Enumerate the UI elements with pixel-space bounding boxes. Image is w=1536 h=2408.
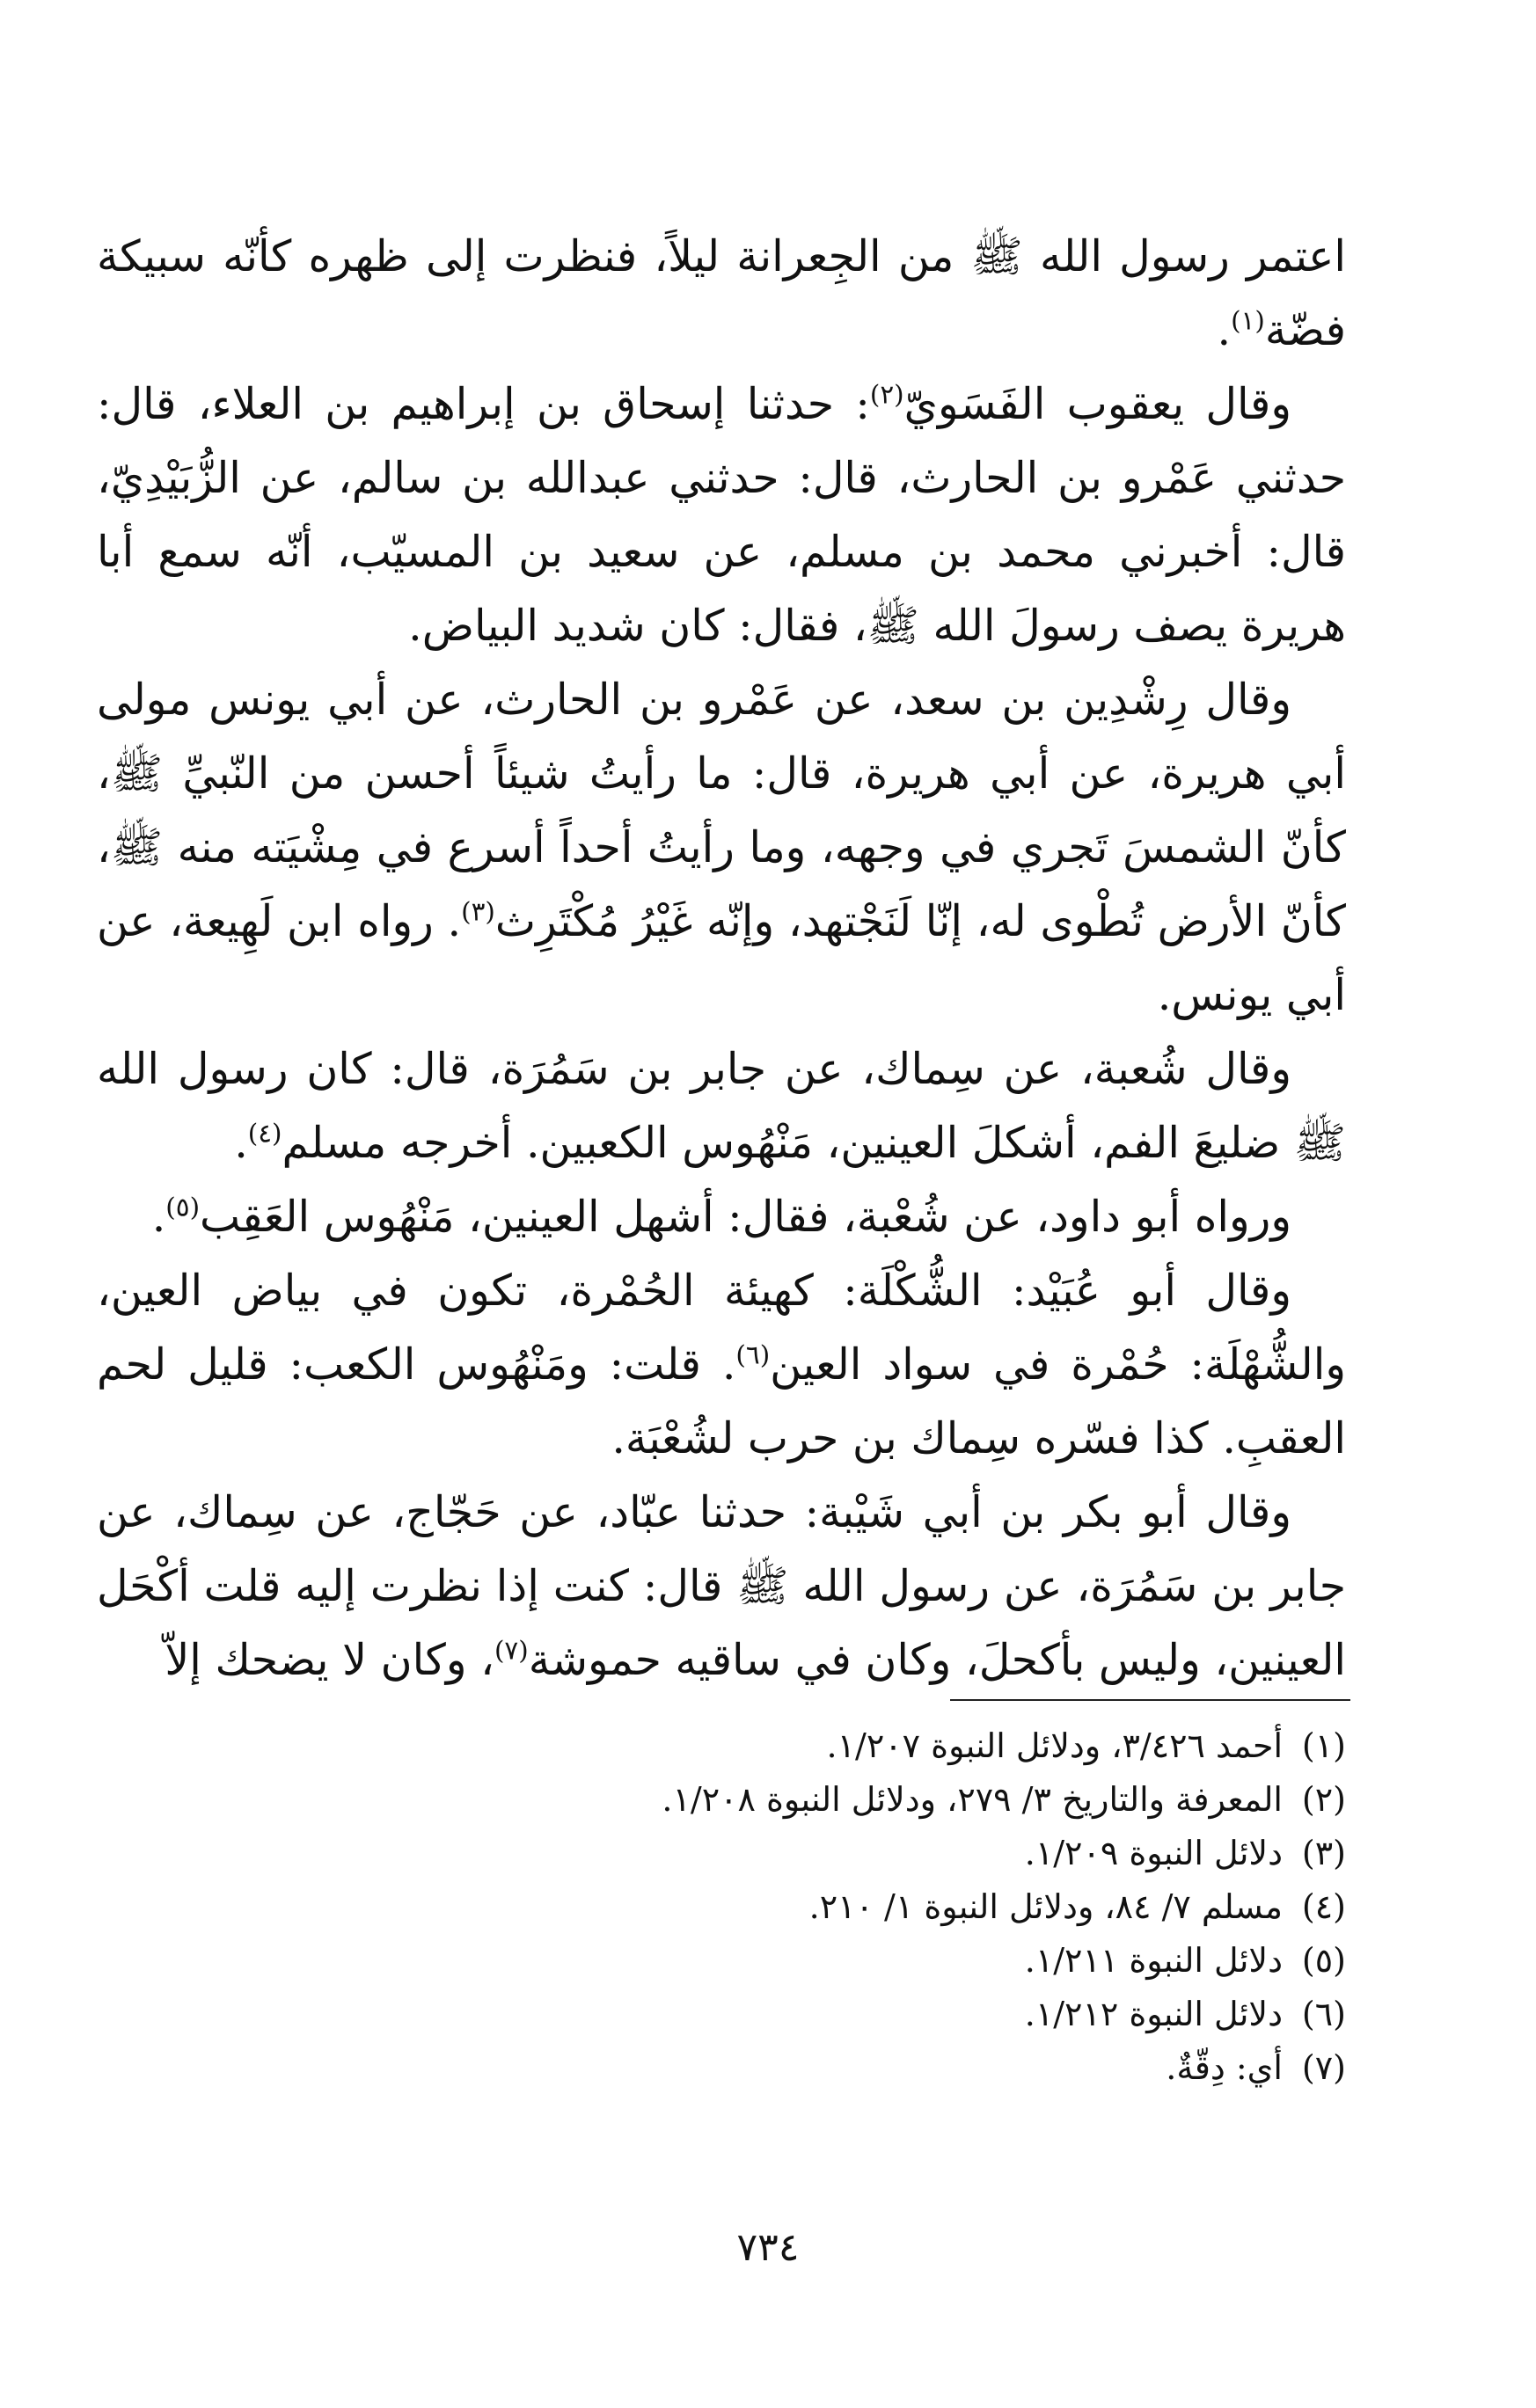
footnote-ref: (٢) [869,379,904,410]
footnote-7 [97,2041,1346,2095]
footnote-3 [97,1827,1346,1880]
footnote-5 [97,1934,1346,1988]
paragraph-text: وقال يعقوب الفَسَويّ [903,379,1292,429]
paragraph-tail: . قلت: ومَنْهُوس الكعب: قليل لحم العقبِ. كذا فسّره سِماك بن حرب لشُعْبَة. [97,1339,1346,1463]
footnote-number: (٧) [1301,2048,1346,2087]
paragraph-tail: . [1217,305,1232,355]
footnote-text: أي: دِقّةٌ. [1166,2048,1283,2087]
footnotes-list [97,1719,1346,2095]
footnote-number: (٦) [1301,1995,1346,2033]
footnote-ref: (١) [1231,305,1265,336]
page-number: ٧٣٤ [736,2225,800,2270]
footnote-text: دلائل النبوة ١/٢٠٩. [1024,1834,1283,1872]
footnote-ref: (٦) [735,1339,771,1370]
footnote-number: (٣) [1301,1834,1346,1872]
paragraph-tail: : حدثنا إسحاق بن إبراهيم بن العلاء، قال: حدثني عَمْرو بن الحارث، قال: حدثني عبدالله بن سالم، عن الزُّبَيْدِيّ، قال: أخبرني محمد بن مسلم، عن سعيد بن المسيّب، أنّه سمع أبا هريرة يصف رسولَ الله ﷺ، فقال: كان شديد البياض. [97,379,1346,651]
paragraph-text: اعتمر رسول الله ﷺ من الجِعرانة ليلاً، فنظرت إلى ظهره كأنّه سبيكة فضّة [97,231,1346,355]
paragraph-1 [97,220,1346,368]
paragraph-text: وقال أبو عُبَيْد: الشُّكْلَة: كهيئة الحُمْرة، تكون في بياض العين، والشُّهْلَة: حُمْرة في سواد العين [97,1266,1346,1390]
footnote-number: (٥) [1301,1941,1346,1980]
paragraph-tail: . [151,1192,166,1242]
paragraph-text: وقال أبو بكر بن أبي شَيْبة: حدثنا عبّاد، عن حَجّاج، عن سِماك، عن جابر بن سَمُرَة، عن رسول الله ﷺ قال: كنت إذا نظرت إليه قلت أكْحَل العينين، وليس بأكحلَ، وكان في ساقيه حموشة [97,1487,1346,1685]
main-text [97,220,1346,1697]
footnote-text: دلائل النبوة ١/٢١١. [1024,1941,1283,1980]
paragraph-text: وقال شُعبة، عن سِماك، عن جابر بن سَمُرَة، قال: كان رسول الله ﷺ ضليعَ الفم، أشكلَ العينين، مَنْهُوس الكعبين. أخرجه مسلم [97,1044,1346,1168]
footnote-6 [97,1988,1346,2041]
footnote-text: المعرفة والتاريخ ٣/ ٢٧٩، ودلائل النبوة ١/٢٠٨. [662,1780,1283,1819]
footnote-1 [97,1719,1346,1773]
paragraph-tail: . [234,1118,248,1168]
footnote-ref: (٧) [494,1635,529,1666]
footnote-text: دلائل النبوة ١/٢١٢. [1024,1995,1283,2033]
footnote-number: (٤) [1301,1887,1346,1926]
footnote-4 [97,1880,1346,1934]
footnote-2 [97,1773,1346,1827]
footnote-divider [950,1699,1350,1701]
paragraph-4 [97,1033,1346,1180]
paragraph-7 [97,1476,1346,1697]
footnote-number: (١) [1301,1726,1346,1765]
footnote-ref: (٥) [165,1192,201,1222]
paragraph-tail: . رواه ابن لَهِيعة، عن أبي يونس. [97,896,1346,1020]
paragraph-text: وقال رِشْدِين بن سعد، عن عَمْرو بن الحارث، عن أبي يونس مولى أبي هريرة، عن أبي هريرة، قال: ما رأيتُ شيئاً أحسن من النّبيِّ ﷺ، كأنّ الشمسَ تَجري في وجهه، وما رأيتُ أحداً أسرع في مِشْيَته منه ﷺ، كأنّ الأرض تُطْوى له، إنّا لَنَجْتهد، وإنّه غَيْرُ مُكْتَرِث [97,675,1346,946]
paragraph-tail: ، وكان لا يضحك إلاّ [165,1635,494,1685]
footnote-text: مسلم ٧/ ٨٤، ودلائل النبوة ١/ ٢١٠. [808,1887,1283,1926]
paragraph-2 [97,368,1346,663]
paragraph-5 [97,1180,1346,1254]
paragraph-3 [97,663,1346,1033]
footnote-ref: (٣) [461,896,495,927]
paragraph-6 [97,1254,1346,1476]
footnote-number: (٢) [1301,1780,1346,1819]
footnote-ref: (٤) [247,1118,282,1149]
paragraph-text: ورواه أبو داود، عن شُعْبة، فقال: أشهل العينين، مَنْهُوس العَقِب [200,1192,1291,1242]
footnote-text: أحمد ٣/٤٢٦، ودلائل النبوة ١/٢٠٧. [826,1726,1283,1765]
